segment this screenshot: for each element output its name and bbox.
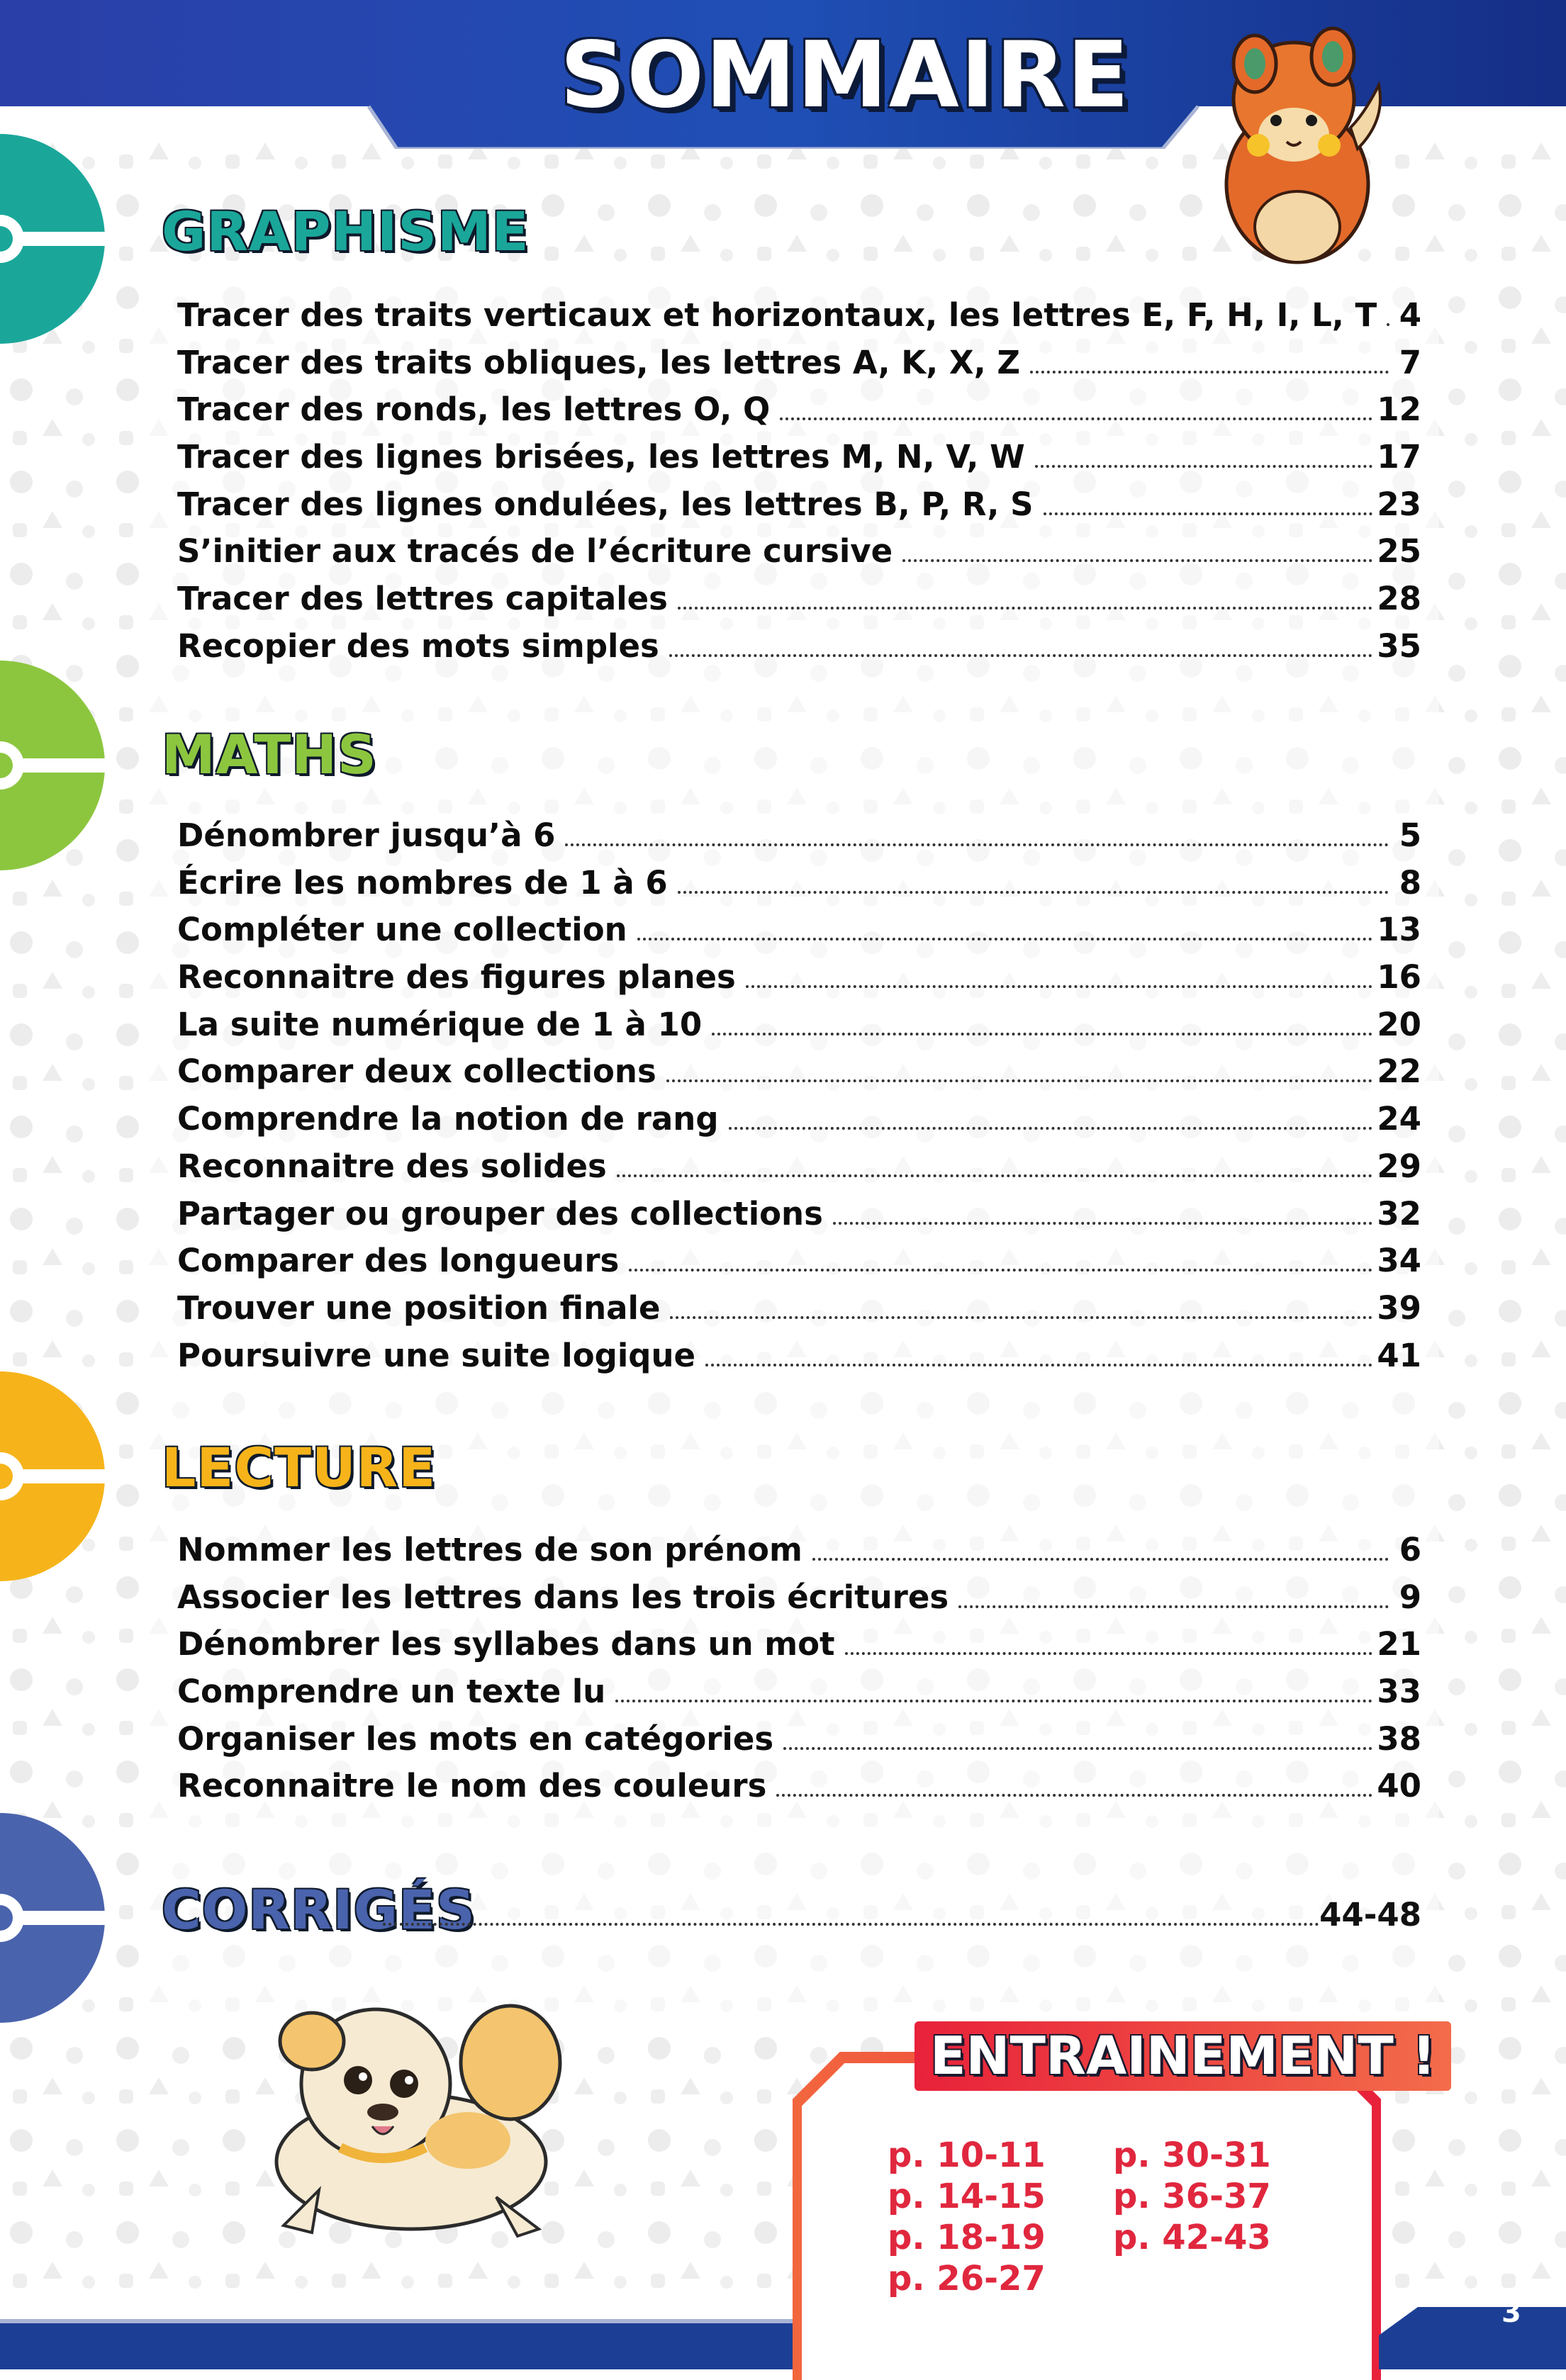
toc-label: Reconnaitre le nom des couleurs	[177, 1767, 767, 1805]
toc-label: Tracer des traits obliques, les lettres A, K, X, Z	[177, 343, 1020, 381]
toc-item[interactable]	[177, 580, 1421, 627]
toc-label: Compléter une collection	[177, 911, 627, 949]
toc-page: 16	[1377, 958, 1421, 997]
toc-item[interactable]	[177, 1147, 1421, 1195]
leader-dots	[776, 1794, 1372, 1797]
page-number: 3	[1501, 2296, 1521, 2329]
entrainement-item[interactable]: p. 10-11	[888, 2135, 1046, 2175]
fidough-illustration	[213, 1985, 631, 2254]
toc-item[interactable]	[177, 627, 1421, 675]
toc-page: 35	[1377, 627, 1421, 665]
toc-item[interactable]	[177, 1100, 1421, 1147]
leader-dots	[958, 1605, 1389, 1608]
lecture-list	[177, 1531, 1421, 1814]
corriges-page: 44-48	[1319, 1896, 1421, 1933]
toc-item[interactable]	[177, 391, 1421, 438]
toc-page: 13	[1377, 911, 1421, 949]
leader-dots	[617, 1174, 1373, 1177]
toc-label: Tracer des lettres capitales	[177, 580, 668, 618]
entrainement-item[interactable]: p. 36-37	[1113, 2177, 1271, 2216]
entrainement-item[interactable]: p. 14-15	[888, 2177, 1046, 2216]
leader-dots	[712, 1033, 1372, 1035]
leader-dots	[1044, 512, 1373, 515]
leader-dots	[902, 559, 1372, 562]
toc-page: 24	[1377, 1100, 1421, 1138]
toc-item[interactable]	[177, 344, 1421, 391]
toc-item[interactable]	[177, 1337, 1421, 1384]
lecture-ball-icon	[0, 1370, 106, 1583]
leader-dots	[678, 607, 1372, 610]
toc-page: 22	[1377, 1053, 1421, 1091]
leader-dots	[1035, 465, 1373, 468]
toc-item[interactable]	[177, 1578, 1421, 1626]
corriges-title: CORRIGÉS	[162, 1878, 476, 1941]
toc-item[interactable]	[177, 816, 1421, 864]
leader-dots	[670, 1316, 1372, 1319]
toc-item[interactable]	[177, 296, 1421, 344]
toc-page: 12	[1377, 391, 1421, 429]
toc-page: 21	[1377, 1625, 1421, 1663]
leader-dots	[669, 654, 1373, 657]
toc-item[interactable]	[177, 438, 1421, 485]
entrainement-item[interactable]: p. 30-31	[1113, 2135, 1271, 2175]
toc-item[interactable]	[177, 1531, 1421, 1578]
toc-label: Dénombrer jusqu’à 6	[177, 816, 556, 854]
leader-dots	[746, 985, 1373, 988]
maths-ball-icon	[0, 659, 106, 872]
page-title: SOMMAIRE	[560, 23, 1131, 128]
toc-page: 17	[1377, 438, 1421, 476]
toc-item[interactable]	[177, 532, 1421, 580]
leader-dots	[812, 1558, 1389, 1561]
toc-item[interactable]	[177, 1053, 1421, 1100]
toc-label: Tracer des lignes brisées, les lettres M, N, V, W	[177, 438, 1025, 476]
toc-item[interactable]	[177, 1006, 1421, 1053]
leader-dots	[729, 1127, 1373, 1130]
toc-page: 25	[1377, 532, 1421, 571]
toc-label: Tracer des ronds, les lettres O, Q	[177, 391, 771, 429]
toc-label: Comprendre la notion de rang	[177, 1100, 719, 1138]
leader-dots	[629, 1269, 1372, 1272]
toc-item[interactable]	[177, 864, 1421, 911]
toc-page: 38	[1377, 1719, 1421, 1758]
toc-page: 20	[1377, 1005, 1421, 1043]
corriges-ball-icon	[0, 1812, 106, 2024]
toc-page: 34	[1377, 1242, 1421, 1280]
leader-dots	[705, 1364, 1372, 1366]
toc-label: Écrire les nombres de 1 à 6	[177, 863, 668, 902]
toc-item[interactable]	[177, 1289, 1421, 1337]
toc-label: Tracer des traits verticaux et horizontaux, les lettres E, F, H, I, L, T	[177, 296, 1377, 334]
toc-label: Recopier des mots simples	[177, 627, 659, 665]
entrainement-title	[915, 2026, 1451, 2087]
leader-dots	[666, 1079, 1373, 1082]
entrainement-item[interactable]: p. 42-43	[1113, 2218, 1271, 2257]
toc-page: 41	[1377, 1336, 1421, 1374]
toc-page: 29	[1377, 1147, 1421, 1185]
toc-page: 8	[1399, 863, 1421, 902]
toc-label: Comprendre un texte lu	[177, 1673, 606, 1711]
entrainement-item[interactable]: p. 18-19	[888, 2218, 1046, 2257]
toc-label: Reconnaitre des solides	[177, 1147, 607, 1185]
graphisme-list	[177, 296, 1421, 675]
toc-page: 33	[1377, 1673, 1421, 1711]
leader-dots	[637, 938, 1373, 941]
toc-item[interactable]	[177, 1720, 1421, 1768]
maths-list	[177, 816, 1421, 1383]
toc-item[interactable]	[177, 1195, 1421, 1242]
pawmi-illustration	[1205, 14, 1389, 284]
toc-label: Poursuivre une suite logique	[177, 1336, 696, 1374]
leader-dots	[565, 843, 1389, 846]
maths-title: MATHS	[162, 723, 377, 786]
toc-label: Partager ou grouper des collections	[177, 1194, 823, 1233]
leader-dots	[780, 417, 1372, 420]
footer-band	[0, 2307, 1566, 2369]
toc-page: 28	[1377, 580, 1421, 618]
toc-page: 23	[1377, 485, 1421, 523]
toc-item[interactable]	[177, 911, 1421, 958]
toc-item[interactable]	[177, 485, 1421, 533]
toc-label: Tracer des lignes ondulées, les lettres B, P, R, S	[177, 485, 1034, 523]
toc-label: Trouver une position finale	[177, 1289, 661, 1327]
toc-page: 9	[1399, 1578, 1421, 1616]
toc-label: S’initier aux tracés de l’écriture cursive	[177, 532, 893, 571]
toc-item[interactable]	[177, 1673, 1421, 1720]
lecture-title: LECTURE	[162, 1436, 437, 1499]
toc-label: Nommer les lettres de son prénom	[177, 1531, 802, 1568]
toc-label: Dénombrer les syllabes dans un mot	[177, 1625, 835, 1663]
entrainement-title-text: ENTRAINEMENT !	[915, 2021, 1451, 2091]
toc-page: 39	[1377, 1289, 1421, 1327]
toc-item[interactable]	[177, 1242, 1421, 1289]
toc-item[interactable]	[177, 958, 1421, 1006]
corriges-row[interactable]	[383, 1896, 1421, 1933]
leader-dots	[833, 1222, 1373, 1225]
graphisme-ball-icon	[0, 133, 106, 345]
toc-label: Associer les lettres dans les trois écritures	[177, 1578, 949, 1616]
toc-label: Comparer deux collections	[177, 1053, 656, 1091]
leader-dots	[1030, 371, 1389, 374]
leader-dots	[678, 891, 1389, 894]
toc-item[interactable]	[177, 1625, 1421, 1673]
graphisme-title: GRAPHISME	[162, 200, 530, 263]
toc-label: La suite numérique de 1 à 10	[177, 1005, 703, 1043]
toc-page: 4	[1399, 296, 1421, 334]
leader-dots	[383, 1923, 1319, 1926]
leader-dots	[783, 1747, 1372, 1750]
toc-item[interactable]	[177, 1767, 1421, 1814]
leader-dots	[615, 1700, 1372, 1702]
toc-page: 32	[1377, 1194, 1421, 1233]
toc-page: 5	[1399, 816, 1421, 854]
toc-label: Reconnaitre des figures planes	[177, 958, 736, 997]
entrainement-col-1	[888, 2135, 1046, 2300]
toc-page: 40	[1377, 1767, 1421, 1805]
toc-label: Comparer des longueurs	[177, 1242, 620, 1280]
toc-page: 6	[1399, 1531, 1421, 1568]
leader-dots	[845, 1652, 1373, 1655]
entrainement-item[interactable]: p. 26-27	[888, 2259, 1046, 2298]
toc-label: Organiser les mots en catégories	[177, 1719, 774, 1758]
entrainement-col-2	[1113, 2135, 1271, 2259]
toc-page: 7	[1399, 343, 1421, 381]
